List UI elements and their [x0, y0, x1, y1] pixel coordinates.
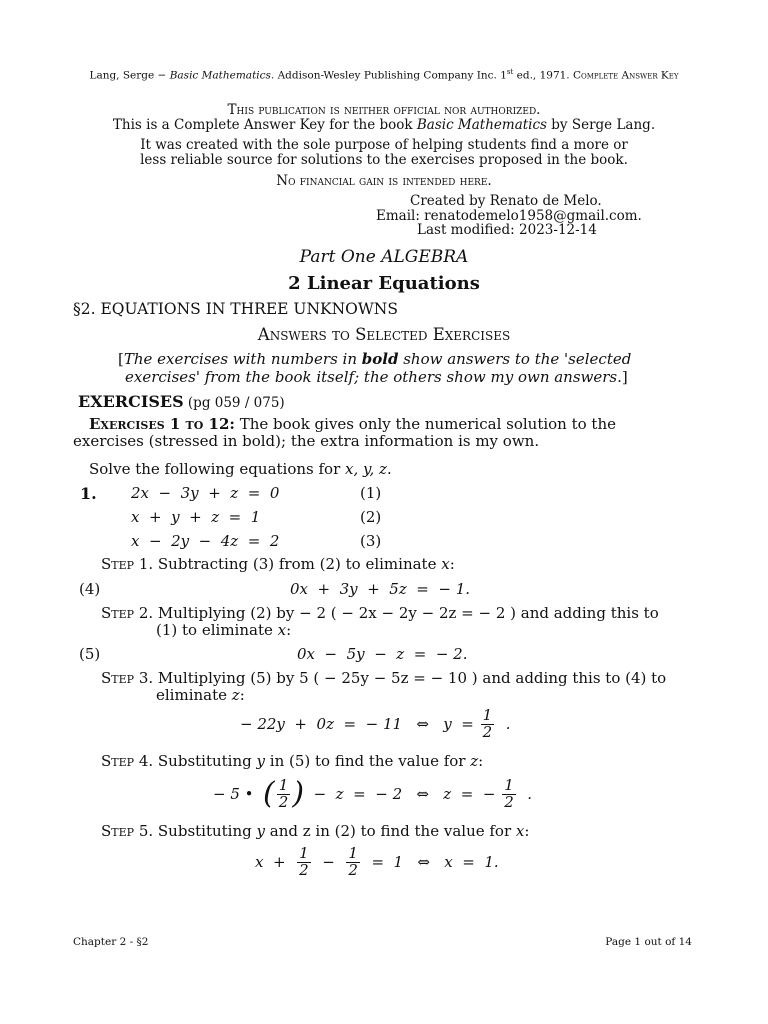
- step-3-end-dot: .: [505, 715, 511, 734]
- exercises-intro-line-1: [89, 415, 616, 433]
- part-title: Part One ALGEBRA: [299, 247, 469, 267]
- step-5-minus: −: [322, 853, 335, 872]
- step-2-var: x: [277, 621, 287, 639]
- answers-title: Answers to Selected Exercises: [257, 325, 511, 344]
- credits-modified: Last modified: 2023-12-14: [417, 222, 597, 238]
- exercises-intro-text-1: The book gives only the numerical solution to the: [234, 415, 616, 433]
- equation-5-tag: (5): [79, 645, 101, 663]
- step-5-end: :: [524, 822, 530, 840]
- step-3-num: 3.: [134, 669, 154, 687]
- fraction-denominator: 2: [504, 792, 514, 811]
- bracket-note-b: show answers to the 'selected: [398, 350, 632, 368]
- step-4-text: Substituting: [153, 752, 257, 770]
- credits-created: Created by Renato de Melo.: [410, 193, 602, 209]
- step-2-num: 2.: [134, 604, 154, 622]
- exercises-heading: [78, 392, 285, 411]
- step-5-text: Substituting: [153, 822, 257, 840]
- equation-3-tag: (3): [360, 532, 382, 550]
- fraction-denominator: 2: [482, 722, 493, 741]
- step-4-num: 4.: [134, 752, 154, 770]
- ref-answer-key: Complete Answer Key: [572, 69, 679, 82]
- step-5-mid: and z in (2) to find the value for: [265, 822, 516, 840]
- step-5-end: = 1 ⇔ x = 1.: [371, 853, 499, 872]
- exercises-intro-label: Exercises 1 to 12:: [89, 415, 235, 433]
- ref-superscript: st: [506, 68, 514, 76]
- chapter-title: 2 Linear Equations: [288, 273, 480, 294]
- section-title: §2. EQUATIONS IN THREE UNKNOWNS: [73, 300, 398, 318]
- step-4-end-dot: .: [527, 785, 533, 804]
- step-4-var2: z: [470, 752, 479, 770]
- ref-book: Basic Mathematics.: [169, 69, 275, 82]
- step-2-text: Multiplying (2) by − 2 ( − 2x − 2y − 2z = − 2 ) and adding this to: [153, 604, 659, 622]
- step-2-cont: (1) to eliminate: [156, 621, 278, 639]
- equation-1: 2x − 3y + z = 0: [131, 484, 280, 502]
- equation-4-tag: (4): [79, 580, 101, 598]
- right-paren: ): [292, 776, 305, 812]
- step-3-lhs: − 22y + 0z = − 11 ⇔ y =: [240, 715, 474, 734]
- fraction-denominator: 2: [299, 860, 309, 879]
- fraction-numerator: 1: [299, 844, 309, 862]
- equation-4: 0x + 3y + 5z = − 1.: [290, 580, 471, 598]
- bracket-note-c: exercises' from the book itself; the others show my own answers.: [125, 368, 622, 386]
- step-1: [101, 555, 455, 573]
- bracket-note-line-1: [118, 350, 631, 368]
- step-5-result: [255, 846, 499, 879]
- notice-line-2c: by Serge Lang.: [547, 117, 656, 133]
- equation-2: x + y + z = 1: [131, 508, 261, 526]
- left-paren: (: [263, 776, 275, 812]
- step-3-label: Step: [101, 669, 135, 687]
- fraction-half: [502, 778, 516, 811]
- step-3-var: z: [231, 686, 240, 704]
- fraction-numerator: 1: [504, 776, 514, 794]
- step-4-pre: − 5 •: [213, 785, 254, 804]
- bracket-note-a: The exercises with numbers in: [123, 350, 362, 368]
- notice-line-1: This publication is neither official nor authorized.: [227, 102, 541, 118]
- fraction-half: [277, 778, 291, 811]
- equation-3: x − 2y − 4z = 2: [131, 532, 280, 550]
- step-3-result: [240, 708, 510, 741]
- notice-line-4: less reliable source for solutions to the exercises proposed in the book.: [140, 152, 628, 168]
- step-2-continuation: [156, 621, 291, 639]
- step-1-label: Step: [101, 555, 135, 573]
- step-4-mid: in (5) to find the value for: [265, 752, 471, 770]
- step-5-label: Step: [101, 822, 135, 840]
- footer-chapter: Chapter 2 - §2: [73, 936, 149, 948]
- notice-line-2: [0, 117, 768, 133]
- step-5-pre: x +: [255, 853, 286, 872]
- fraction-half: [297, 846, 311, 879]
- credits-email: Email: renatodemelo1958@gmail.com.: [376, 208, 642, 224]
- step-1-end: :: [449, 555, 455, 573]
- step-1-num: 1.: [134, 555, 154, 573]
- fraction-half: [346, 846, 360, 879]
- step-4-label: Step: [101, 752, 135, 770]
- solve-text: Solve the following equations for: [89, 460, 346, 478]
- step-4-mid: − z = − 2 ⇔ z = −: [313, 785, 496, 804]
- step-3-cont: eliminate: [156, 686, 232, 704]
- step-2-end: :: [286, 621, 292, 639]
- step-3-text: Multiplying (5) by 5 ( − 25y − 5z = − 10 ) and adding this to (4) to: [153, 669, 667, 687]
- step-3: [101, 669, 666, 687]
- fraction-numerator: 1: [278, 776, 289, 794]
- step-5-num: 5.: [134, 822, 154, 840]
- solve-line: [89, 460, 392, 478]
- fraction-numerator: 1: [482, 706, 493, 724]
- ref-publisher: Addison-Wesley Publishing Company Inc. 1: [274, 69, 507, 82]
- step-4: [101, 752, 483, 770]
- step-4-end: :: [478, 752, 484, 770]
- step-5-var: y: [256, 822, 265, 840]
- footer-page-number: Page 1 out of 14: [605, 936, 692, 948]
- bracket-note-bold: bold: [361, 350, 399, 368]
- bracket-note-line-2: [125, 368, 628, 386]
- exercises-pages: (pg 059 / 075): [183, 395, 285, 411]
- equation-5: 0x − 5y − z = − 2.: [297, 645, 468, 663]
- step-5: [101, 822, 529, 840]
- step-5-var2: x: [515, 822, 525, 840]
- solve-end: .: [386, 460, 392, 478]
- step-1-text: Subtracting (3) from (2) to eliminate: [153, 555, 442, 573]
- step-3-end: :: [239, 686, 245, 704]
- step-1-var: x: [441, 555, 450, 573]
- step-4-var: y: [256, 752, 265, 770]
- step-2: [101, 604, 659, 622]
- step-2-label: Step: [101, 604, 135, 622]
- book-reference: [0, 68, 768, 82]
- exercises-intro-line-2: exercises (stressed in bold); the extra information is my own.: [73, 432, 540, 450]
- bracket-close: ]: [621, 368, 628, 386]
- fraction-denominator: 2: [278, 792, 289, 811]
- ref-edition: ed., 1971.: [513, 69, 573, 82]
- ref-author: Lang, Serge −: [89, 69, 170, 82]
- notice-line-5: No financial gain is intended here.: [276, 173, 492, 189]
- solve-vars: x, y, z: [345, 460, 387, 478]
- bracket-open: [: [118, 350, 124, 368]
- equation-1-tag: (1): [360, 484, 382, 502]
- step-3-continuation: [156, 686, 245, 704]
- problem-number: 1.: [80, 484, 97, 503]
- notice-line-2a: This is a Complete Answer Key for the book: [112, 117, 417, 133]
- fraction-half: [481, 708, 495, 741]
- fraction-denominator: 2: [348, 860, 358, 879]
- fraction-numerator: 1: [348, 844, 358, 862]
- step-4-result: [213, 778, 532, 811]
- equation-2-tag: (2): [360, 508, 382, 526]
- exercises-label: EXERCISES: [78, 392, 184, 411]
- notice-line-3: It was created with the sole purpose of helping students find a more or: [140, 137, 628, 153]
- notice-book-title: Basic Mathematics: [416, 117, 547, 133]
